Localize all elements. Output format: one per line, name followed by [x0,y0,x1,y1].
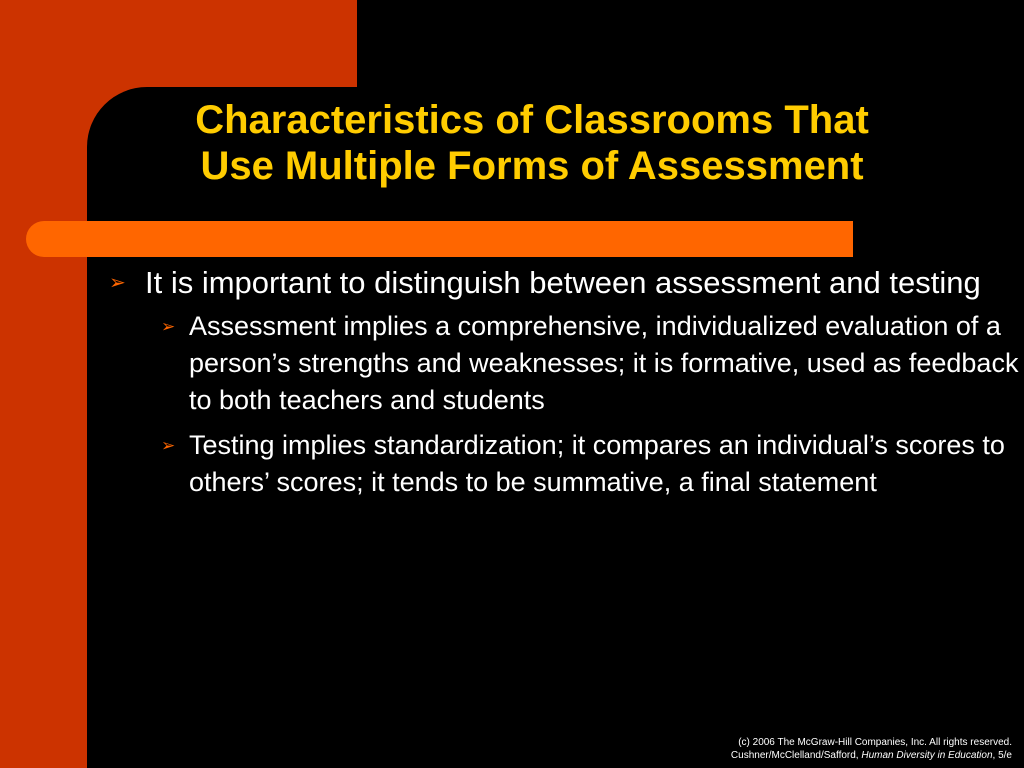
title-divider-bar [26,221,853,257]
arrow-bullet-icon: ➢ [161,436,176,455]
slide-title [92,97,972,189]
arrow-bullet-icon: ➢ [161,317,176,336]
footer-copyright-line: (c) 2006 The McGraw-Hill Companies, Inc. All rights reserved. [738,737,1012,748]
footer-citation-line [592,749,1012,762]
sub-bullet-item [105,308,1020,419]
top-decor-band [87,0,357,87]
footer-authors: Cushner/McClelland/Safford, [730,750,862,761]
slide-content [105,264,1020,509]
sub-bullet-item [105,427,1020,501]
sub-bullet-text: Assessment implies a comprehensive, individualized evaluation of a person’s strengths and weaknesses; it is formative, used as feedback to both teachers and students [189,311,1019,415]
footer-book-title: Human Diversity in Education [861,750,993,761]
sub-bullet-text: Testing implies standardization; it compares an individual’s scores to others’ scores; it tends to be summative, a final statement [189,430,1005,497]
copyright-footer [592,736,1012,762]
slide-title-line-2: Use Multiple Forms of Assessment [200,144,864,188]
arrow-bullet-icon: ➢ [109,272,126,294]
left-decor-band [0,0,87,768]
slide-title-line-1: Characteristics of Classrooms That [195,98,869,142]
bullet-text: It is important to distinguish between assessment and testing [145,265,981,300]
bullet-item [105,264,1020,302]
footer-edition: , 5/e [992,750,1012,761]
